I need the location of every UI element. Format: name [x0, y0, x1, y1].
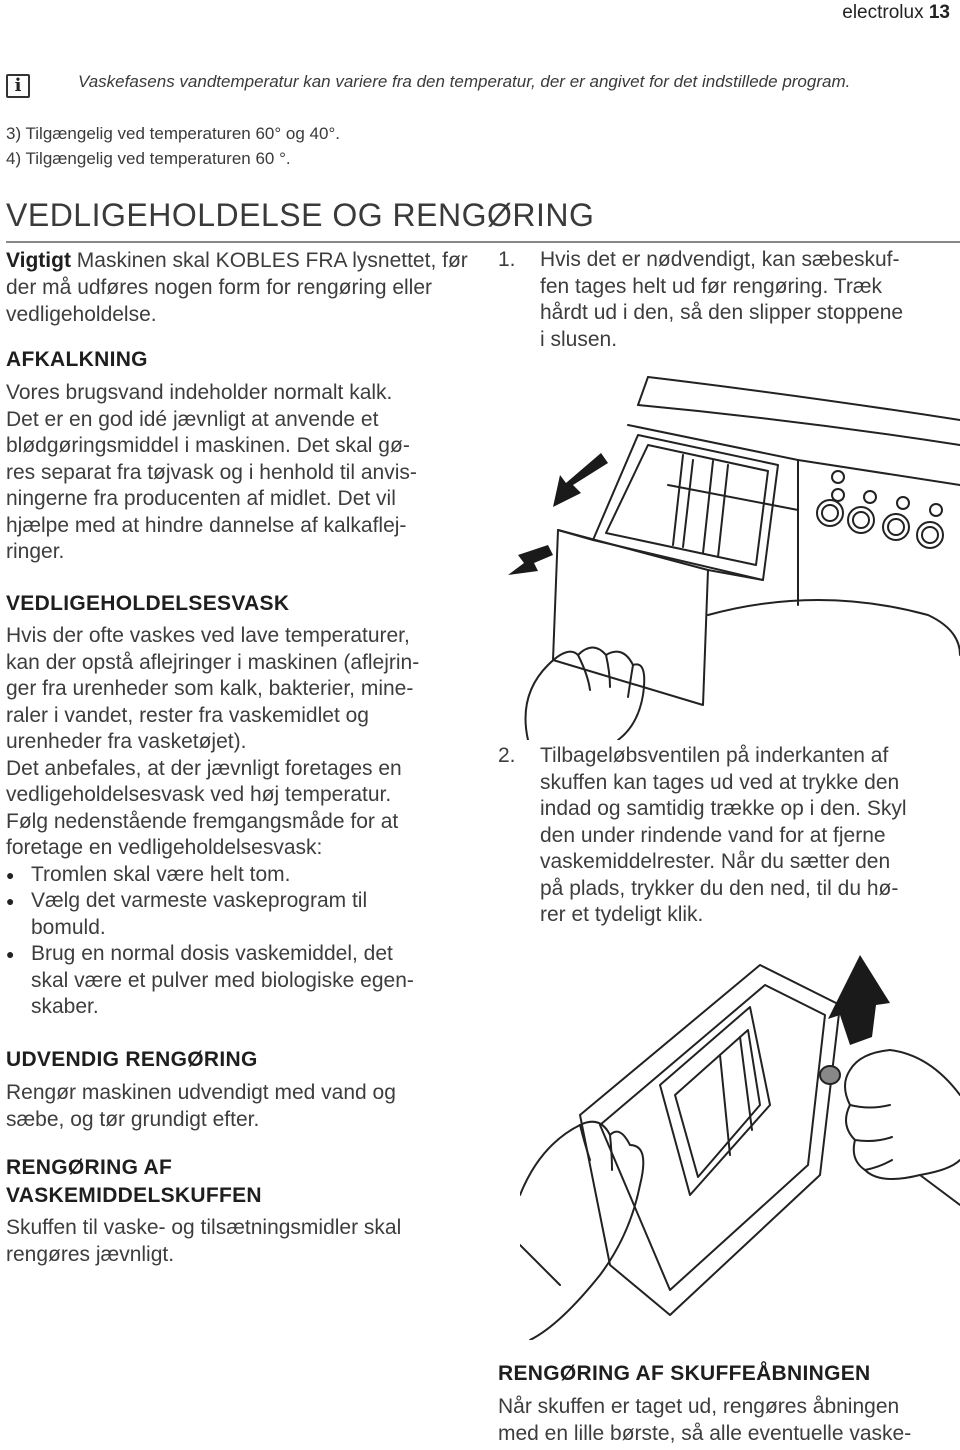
skuffen-heading — [6, 1154, 262, 1210]
footnote-3: 3) Tilgængelig ved temperaturen 60° og 40°. — [6, 124, 340, 143]
afkalkning-line: ningerne fra producenten af midlet. Det vil — [6, 487, 396, 510]
skuffen-body — [6, 1215, 486, 1268]
machine-outline — [648, 377, 960, 420]
step-text — [540, 247, 903, 353]
afkalkning-line: blødgøringsmiddel i maskinen. Det skal gø- — [6, 434, 410, 457]
skuffen-heading-line: VASKEMIDDELSKUFFEN — [6, 1184, 262, 1207]
skuffen-line: Skuffen til vaske- og tilsætningsmidler skal — [6, 1216, 402, 1239]
dispenser-drawer — [580, 965, 840, 1315]
step-line: i slusen. — [540, 327, 618, 351]
page-header — [842, 2, 950, 24]
bullet-item — [6, 862, 486, 889]
step-2 — [498, 743, 958, 933]
udvendig-line: Rengør maskinen udvendigt med vand og — [6, 1081, 396, 1104]
bullet-line: skal være et pulver med biologiske egen- — [31, 968, 414, 992]
vask-line: vedligeholdelsesvask ved høj temperatur. — [6, 783, 392, 806]
udvendig-line: sæbe, og tør grundigt efter. — [6, 1107, 260, 1131]
bullet-line: skaber. — [31, 995, 99, 1018]
important-label: Vigtigt — [6, 249, 71, 272]
info-note-text: Vaskefasens vandtemperatur kan variere fra den temperatur, der er angivet for det indstillede program. — [78, 72, 851, 91]
section-title: VEDLIGEHOLDELSE OG RENGØRING — [6, 197, 595, 233]
vask-line: Følg nedenstående fremgangsmåde for at — [6, 809, 399, 833]
section-divider — [6, 241, 960, 243]
udvendig-body — [6, 1080, 486, 1133]
vask-line: foretage en vedligeholdelsesvask: — [6, 836, 323, 859]
hand — [526, 648, 645, 741]
pull-arrow-small — [508, 545, 553, 575]
afkalkning-line: res separat fra tøjvask og i henhold til anvis- — [6, 460, 417, 484]
vedligeholdelsesvask-body — [6, 623, 486, 1021]
bullet-item — [6, 941, 486, 1021]
page-number: 13 — [928, 2, 950, 23]
skuffen-heading-line: RENGØRING AF — [6, 1156, 173, 1179]
info-icon: i — [6, 74, 30, 98]
maintenance-wash-steps — [6, 862, 486, 1021]
skuffeabning-heading: RENGØRING AF SKUFFEÅBNINGEN — [498, 1362, 871, 1385]
vask-line: ger fra urenheder som kalk, bakterier, mine- — [6, 677, 414, 700]
afkalkning-line: Vores brugsvand indeholder normalt kalk. — [6, 381, 393, 404]
footnote-4: 4) Tilgængelig ved temperaturen 60 °. — [6, 149, 291, 168]
bullet-line: bomuld. — [31, 915, 106, 939]
skuffeabning-body — [498, 1394, 960, 1447]
step-line: den under rindende vand for at fjerne — [540, 823, 886, 847]
step-number: 1. — [498, 248, 516, 271]
bullet-item — [6, 888, 486, 941]
vask-line: Det anbefales, at der jævnligt foretages en — [6, 756, 402, 780]
step-line: hårdt ud i den, så den slipper stoppene — [540, 301, 904, 324]
bullet-line: Vælg det varmeste vaskeprogram til — [31, 889, 368, 912]
pull-arrow — [553, 453, 608, 507]
vedligeholdelsesvask-heading: VEDLIGEHOLDELSESVASK — [6, 592, 290, 615]
step-line: vaskemiddelrester. Når du sætter den — [540, 850, 891, 873]
step-line: rer et tydeligt klik. — [540, 903, 704, 926]
afkalkning-line: ringer. — [6, 540, 65, 563]
vask-line: Hvis der ofte vaskes ved lave temperaturer, — [6, 624, 410, 647]
step-line: Tilbageløbsventilen på inderkanten af — [540, 744, 889, 767]
right-hand — [845, 1050, 960, 1179]
step-number: 2. — [498, 744, 516, 767]
afkalkning-line: hjælpe med at hindre dannelse af kalkaflej- — [6, 513, 407, 537]
siphon-removal-illustration — [520, 945, 960, 1340]
important-paragraph — [6, 247, 476, 328]
bullet-line: Tromlen skal være helt tom. — [31, 862, 291, 886]
afkalkning-line: Det er en god idé jævnligt at anvende et — [6, 407, 379, 431]
skuffeabning-line: Når skuffen er taget ud, rengøres åbningen — [498, 1395, 900, 1418]
skuffen-line: rengøres jævnligt. — [6, 1242, 175, 1266]
step-line: på plads, trykker du den ned, til du hø- — [540, 876, 899, 900]
step-line: Hvis det er nødvendigt, kan sæbeskuf- — [540, 248, 900, 271]
vask-line: kan der opstå aflejringer i maskinen (aflejrin- — [6, 650, 420, 674]
afkalkning-body — [6, 380, 486, 566]
skuffeabning-line: med en lille børste, så alle eventuelle vaske- — [498, 1421, 912, 1445]
left-column — [6, 247, 476, 328]
afkalkning-heading: AFKALKNING — [6, 348, 148, 371]
indicator-light — [832, 471, 844, 483]
step-text — [540, 743, 907, 929]
left-hand — [520, 1122, 643, 1340]
bullet-line: Brug en normal dosis vaskemiddel, det — [31, 942, 393, 965]
siphon-valve — [820, 1066, 840, 1084]
step-line: indad og samtidig trække op i den. Skyl — [540, 797, 907, 820]
step-1 — [498, 247, 958, 357]
important-text: Maskinen skal KOBLES FRA lysnettet, før der må udføres nogen form for rengøring eller vedligeholdelse. — [6, 249, 468, 326]
drawer-removal-illustration — [498, 365, 960, 740]
step-line: fen tages helt ud før rengøring. Træk — [540, 274, 882, 298]
vask-line: raler i vandet, rester fra vaskemidlet og — [6, 703, 369, 727]
step-line: skuffen kan tages ud ved at trykke den — [540, 770, 900, 794]
dispenser-drawer — [593, 435, 778, 580]
control-knob — [817, 500, 843, 526]
vask-line: urenheder fra vasketøjet). — [6, 730, 247, 753]
brand-name: electrolux — [842, 2, 924, 23]
udvendig-heading: UDVENDIG RENGØRING — [6, 1048, 258, 1071]
